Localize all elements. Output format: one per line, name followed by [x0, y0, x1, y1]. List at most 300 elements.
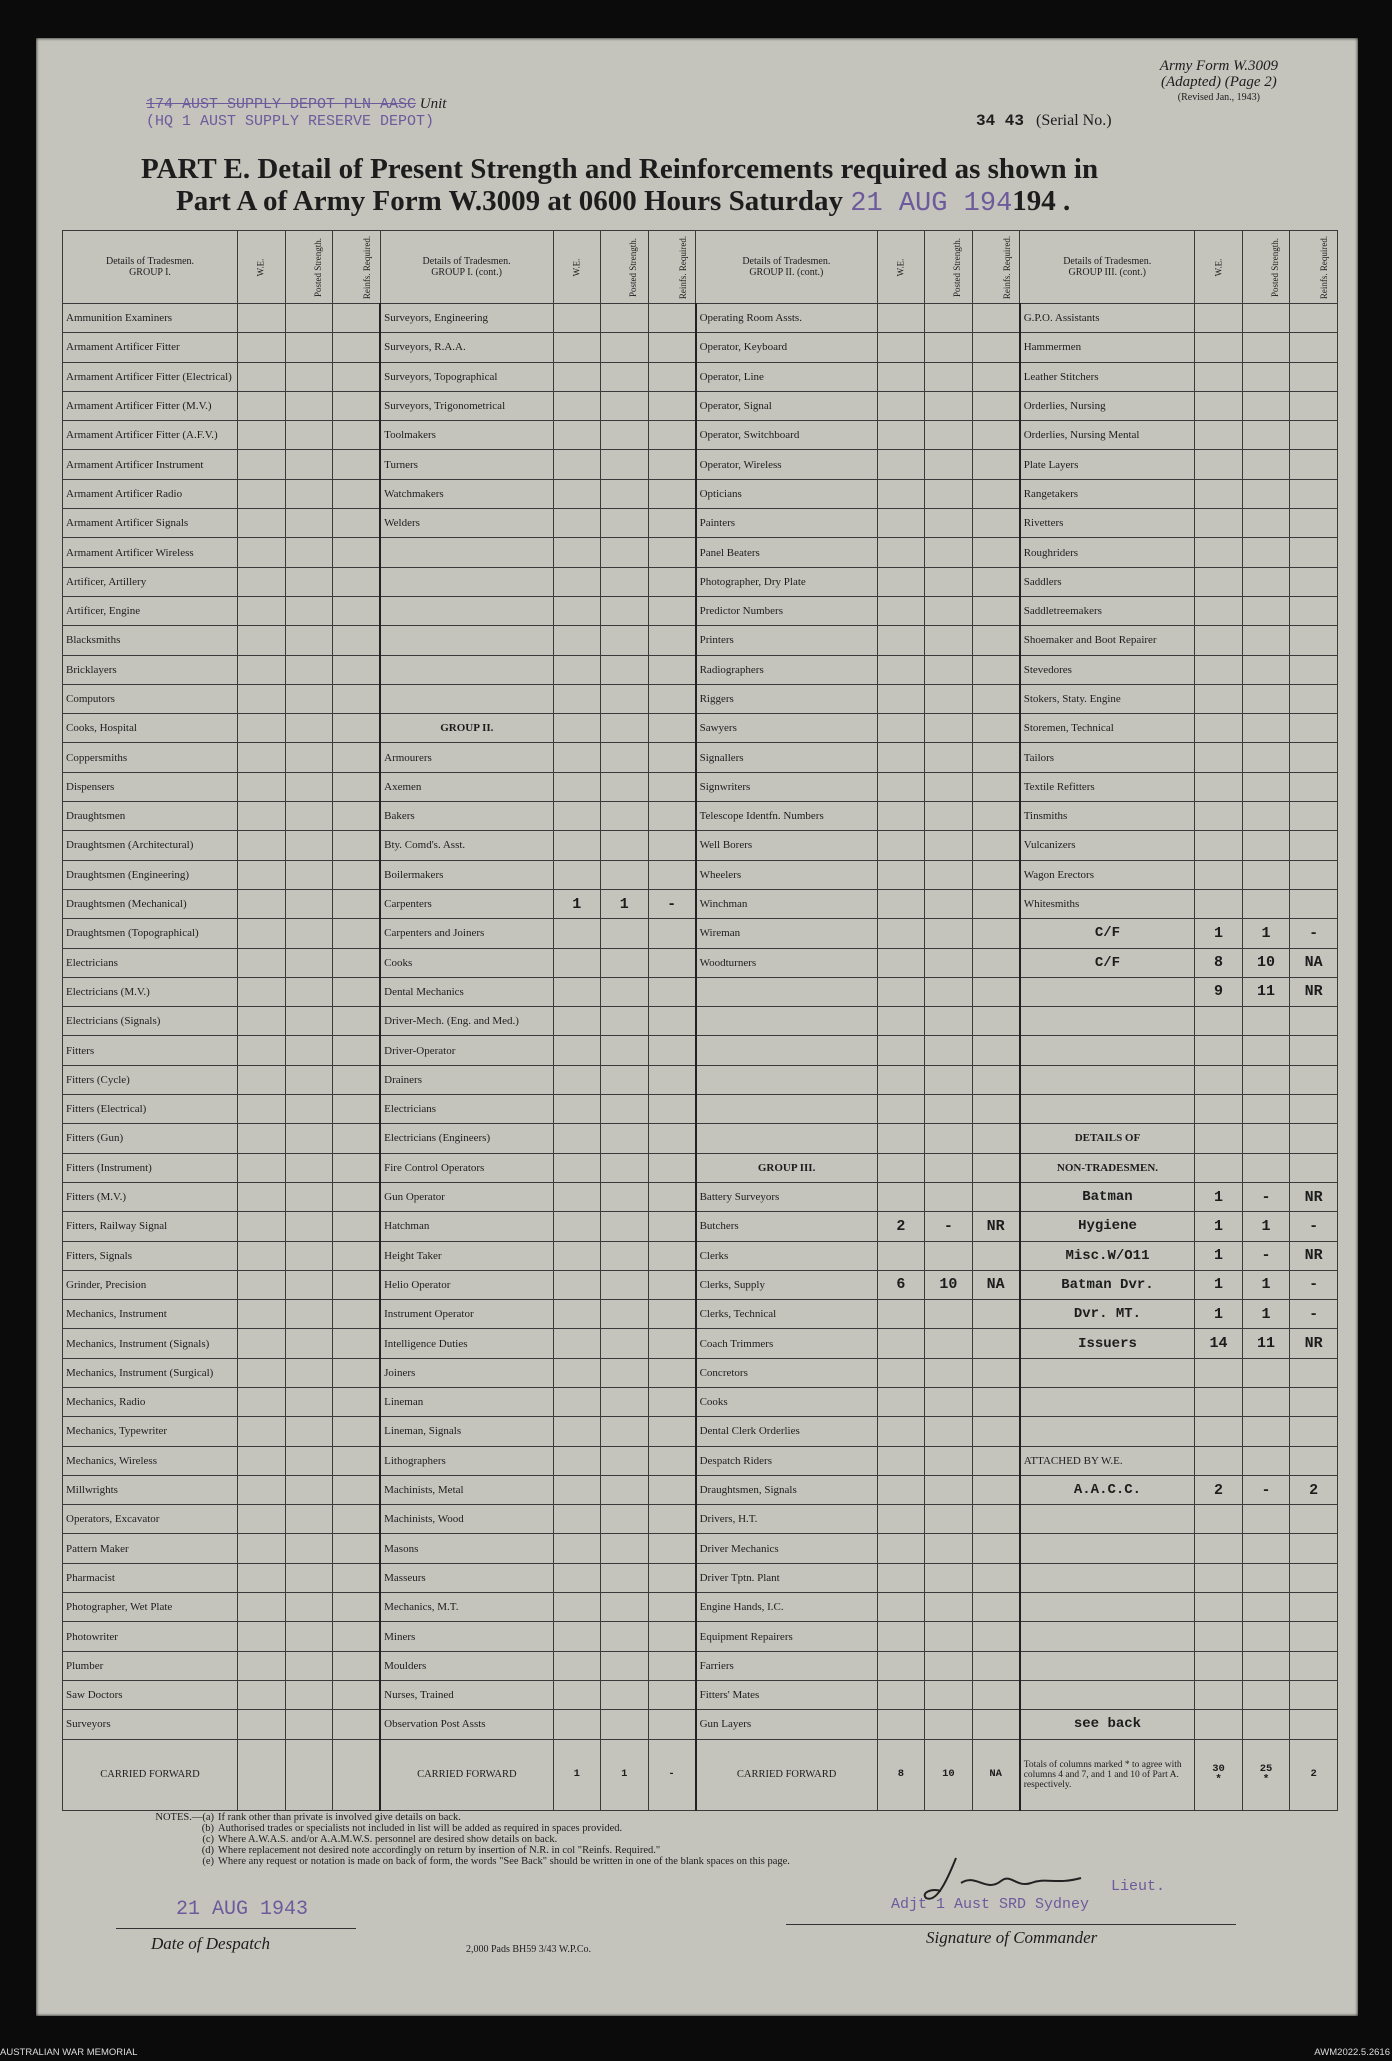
strength-table	[62, 230, 1338, 1811]
cell-we	[238, 1329, 286, 1358]
cell-ps	[285, 977, 333, 1006]
trade-label: Wagon Erectors	[1020, 860, 1195, 889]
cell-rr	[648, 1241, 696, 1270]
cell-rr	[648, 304, 696, 333]
cell-rr	[333, 1534, 381, 1563]
cell-ps	[925, 1007, 973, 1036]
cell-we	[553, 1680, 601, 1709]
cell-ps	[1242, 1095, 1290, 1124]
cell-we	[553, 626, 601, 655]
table-row	[63, 1329, 1338, 1358]
cell-rr	[333, 1153, 381, 1182]
table-row	[63, 1300, 1338, 1329]
total-posted: 25 *	[1242, 1739, 1290, 1810]
trade-label: Draughtsmen (Architectural)	[63, 831, 238, 860]
cell-we	[877, 1387, 925, 1416]
totals-note: Totals of columns marked * to agree with columns 4 and 7, and 1 and 10 of Part A. respectively.	[1020, 1739, 1195, 1810]
trade-label: Issuers	[1020, 1329, 1195, 1358]
cell-rr	[1290, 1505, 1338, 1534]
cell-we	[877, 1358, 925, 1387]
trade-label: Artificer, Engine	[63, 596, 238, 625]
cell-rr	[972, 1651, 1020, 1680]
cell-we	[1195, 421, 1243, 450]
cell-we	[553, 977, 601, 1006]
cell-we	[877, 1593, 925, 1622]
trade-label: Grinder, Precision	[63, 1270, 238, 1299]
cell-ps	[925, 304, 973, 333]
cell-we	[238, 421, 286, 450]
cell-rr	[648, 1680, 696, 1709]
cell-we	[877, 304, 925, 333]
trade-label: Shoemaker and Boot Repairer	[1020, 626, 1195, 655]
cell-rr	[333, 714, 381, 743]
cell-rr	[972, 655, 1020, 684]
note-line: (e) Where any request or notation is made on back of form, the words "See Back" should be written in one of the blank spaces on this page.	[202, 1856, 790, 1867]
trade-label: see back	[1020, 1710, 1195, 1739]
trade-label: Operating Room Assts.	[696, 304, 878, 333]
cell-rr	[648, 567, 696, 596]
cell-we	[553, 1007, 601, 1036]
col-we: W.E.	[238, 231, 286, 304]
table-row	[63, 1563, 1338, 1592]
cell-rr	[972, 1300, 1020, 1329]
trade-label: Ammunition Examiners	[63, 304, 238, 333]
cell-rr	[972, 831, 1020, 860]
cell-we	[877, 802, 925, 831]
cell-we	[877, 1446, 925, 1475]
cell-rr	[333, 538, 381, 567]
trade-label: Stokers, Staty. Engine	[1020, 684, 1195, 713]
cell-we	[238, 1300, 286, 1329]
table-row	[63, 1212, 1338, 1241]
cell-we	[238, 1270, 286, 1299]
cell-rr	[972, 362, 1020, 391]
cell-rr	[648, 1446, 696, 1475]
table-row	[63, 1710, 1338, 1739]
table-row	[63, 479, 1338, 508]
cell-rr	[648, 421, 696, 450]
cell-ps	[285, 1475, 333, 1504]
cell-ps	[925, 1153, 973, 1182]
cell-we	[238, 743, 286, 772]
trade-label: Operator, Switchboard	[696, 421, 878, 450]
cell-ps	[925, 1505, 973, 1534]
cell-we	[877, 1124, 925, 1153]
cell-we	[1195, 304, 1243, 333]
cell-ps	[925, 1710, 973, 1739]
cell-ps	[925, 626, 973, 655]
table-row	[63, 362, 1338, 391]
cell-ps: 1	[1242, 1300, 1290, 1329]
trade-label: Batman Dvr.	[1020, 1270, 1195, 1299]
trade-label: Boilermakers	[380, 860, 553, 889]
cell-ps	[925, 1475, 973, 1504]
trade-label: C/F	[1020, 948, 1195, 977]
cell-ps	[601, 977, 649, 1006]
cell-we	[238, 333, 286, 362]
trade-label: Machinists, Wood	[380, 1505, 553, 1534]
trade-label	[1020, 1593, 1195, 1622]
cell-rr	[648, 1651, 696, 1680]
cell-rr	[972, 1475, 1020, 1504]
trade-label: Rivetters	[1020, 509, 1195, 538]
cell-rr	[972, 1007, 1020, 1036]
cell-ps	[601, 1241, 649, 1270]
cell-ps	[601, 1065, 649, 1094]
cell-ps	[1242, 1593, 1290, 1622]
cell-rr	[333, 391, 381, 420]
cell-rr: NA	[972, 1270, 1020, 1299]
table-row	[63, 391, 1338, 420]
trade-label: G.P.O. Assistants	[1020, 304, 1195, 333]
trade-label: Hammermen	[1020, 333, 1195, 362]
cell-ps	[1242, 567, 1290, 596]
cell-we	[1195, 802, 1243, 831]
trade-label: C/F	[1020, 919, 1195, 948]
cell-we	[238, 1593, 286, 1622]
cell-ps	[601, 1651, 649, 1680]
cell-ps	[601, 596, 649, 625]
cf-g2-we: 1	[553, 1739, 601, 1810]
cell-rr	[333, 1065, 381, 1094]
trade-label: Saddlers	[1020, 567, 1195, 596]
cell-rr	[972, 977, 1020, 1006]
cell-we	[1195, 479, 1243, 508]
cell-ps	[601, 450, 649, 479]
table-row	[63, 1065, 1338, 1094]
cell-rr	[648, 772, 696, 801]
trade-label: Instrument Operator	[380, 1300, 553, 1329]
cell-ps	[285, 1710, 333, 1739]
cell-we	[1195, 889, 1243, 918]
cell-ps	[925, 421, 973, 450]
cell-we	[877, 772, 925, 801]
trade-label: Cooks, Hospital	[63, 714, 238, 743]
credit-right: AWM2022.5.2616	[1314, 2047, 1390, 2058]
cell-we	[877, 450, 925, 479]
cell-rr	[1290, 479, 1338, 508]
trade-label: Electricians (Signals)	[63, 1007, 238, 1036]
cell-ps	[925, 889, 973, 918]
carried-forward-section	[63, 1739, 1338, 1810]
trade-label	[1020, 1417, 1195, 1446]
cell-we	[1195, 1007, 1243, 1036]
cell-rr	[648, 1387, 696, 1416]
cell-rr	[972, 479, 1020, 508]
cell-ps	[601, 1095, 649, 1124]
cell-we: 6	[877, 1270, 925, 1299]
cell-rr	[333, 1505, 381, 1534]
trade-label: Storemen, Technical	[1020, 714, 1195, 743]
cell-rr	[972, 802, 1020, 831]
cell-we	[553, 333, 601, 362]
cell-ps	[1242, 1680, 1290, 1709]
cell-we: 2	[1195, 1475, 1243, 1504]
cell-we	[553, 1095, 601, 1124]
cell-ps	[925, 802, 973, 831]
table-row	[63, 1622, 1338, 1651]
cell-we	[238, 1680, 286, 1709]
cell-ps	[285, 1680, 333, 1709]
trade-label: Drivers, H.T.	[696, 1505, 878, 1534]
trade-label: Nurses, Trained	[380, 1680, 553, 1709]
cell-we	[877, 977, 925, 1006]
cell-rr	[972, 1036, 1020, 1065]
cell-we	[553, 1387, 601, 1416]
cell-we	[877, 1622, 925, 1651]
table-row	[63, 304, 1338, 333]
cell-ps	[1242, 1124, 1290, 1153]
cell-ps	[285, 362, 333, 391]
cell-we	[553, 1300, 601, 1329]
cell-ps	[925, 1446, 973, 1475]
cell-rr: NA	[1290, 948, 1338, 977]
cell-ps	[925, 1593, 973, 1622]
cell-rr	[333, 1387, 381, 1416]
cell-ps: 11	[1242, 1329, 1290, 1358]
trade-label: Intelligence Duties	[380, 1329, 553, 1358]
cell-rr	[333, 1007, 381, 1036]
cell-we	[238, 596, 286, 625]
trade-label	[696, 1095, 878, 1124]
trade-label: Vulcanizers	[1020, 831, 1195, 860]
cell-we	[1195, 333, 1243, 362]
cell-ps	[601, 1505, 649, 1534]
trade-label: Equipment Repairers	[696, 1622, 878, 1651]
cell-rr	[333, 567, 381, 596]
cell-ps	[601, 1446, 649, 1475]
cell-ps	[285, 479, 333, 508]
cell-ps	[285, 1036, 333, 1065]
trade-label	[1020, 1036, 1195, 1065]
table-row	[63, 1417, 1338, 1446]
trade-label: GROUP II.	[380, 714, 553, 743]
cell-rr	[648, 684, 696, 713]
trade-label	[1020, 1680, 1195, 1709]
trade-label: Mechanics, Radio	[63, 1387, 238, 1416]
cell-ps	[925, 655, 973, 684]
cell-rr	[648, 1153, 696, 1182]
cell-ps	[1242, 1505, 1290, 1534]
trade-label	[1020, 1007, 1195, 1036]
col-posted: Posted Strength.	[601, 231, 649, 304]
trade-label	[380, 626, 553, 655]
cell-rr	[648, 1065, 696, 1094]
cell-rr	[333, 977, 381, 1006]
cell-we	[553, 919, 601, 948]
col-posted: Posted Strength.	[1242, 231, 1290, 304]
cell-we	[238, 1534, 286, 1563]
table-row	[63, 1387, 1338, 1416]
cell-rr	[648, 1270, 696, 1299]
cell-rr	[1290, 1153, 1338, 1182]
cell-rr	[972, 596, 1020, 625]
cell-we	[877, 362, 925, 391]
cell-rr	[972, 391, 1020, 420]
cell-rr	[972, 948, 1020, 977]
trade-label: GROUP III.	[696, 1153, 878, 1182]
trade-label: Operator, Keyboard	[696, 333, 878, 362]
cell-we	[877, 1241, 925, 1270]
table-row	[63, 860, 1338, 889]
cell-we	[1195, 1710, 1243, 1739]
trade-label: Mechanics, Instrument (Surgical)	[63, 1358, 238, 1387]
cell-rr	[1290, 714, 1338, 743]
col-we: W.E.	[877, 231, 925, 304]
table-row	[63, 421, 1338, 450]
trade-label: Miners	[380, 1622, 553, 1651]
cell-rr	[1290, 743, 1338, 772]
table-row	[63, 1270, 1338, 1299]
cf-g2-reinfs: -	[648, 1739, 696, 1810]
cell-ps	[925, 1182, 973, 1211]
cell-we	[1195, 1358, 1243, 1387]
trade-label: Bricklayers	[63, 655, 238, 684]
cell-ps	[601, 860, 649, 889]
trade-label: Wireman	[696, 919, 878, 948]
table-row	[63, 831, 1338, 860]
cell-ps	[1242, 626, 1290, 655]
cell-rr	[333, 889, 381, 918]
trade-label: Mechanics, Wireless	[63, 1446, 238, 1475]
cell-ps	[1242, 1417, 1290, 1446]
unit-line	[146, 96, 446, 130]
cell-we	[1195, 772, 1243, 801]
table-row	[63, 889, 1338, 918]
cell-we: 1	[1195, 1270, 1243, 1299]
cell-rr	[648, 1095, 696, 1124]
trade-label	[696, 1007, 878, 1036]
cell-we	[238, 948, 286, 977]
cell-ps	[601, 1007, 649, 1036]
cell-ps	[1242, 391, 1290, 420]
trade-label: Masons	[380, 1534, 553, 1563]
cell-ps	[1242, 1358, 1290, 1387]
signature-unit: Adjt 1 Aust SRD Sydney	[891, 1896, 1090, 1913]
cell-we	[238, 1417, 286, 1446]
cell-ps	[601, 333, 649, 362]
carried-forward-label: CARRIED FORWARD	[380, 1739, 553, 1810]
cell-ps	[1242, 714, 1290, 743]
cell-we	[553, 479, 601, 508]
cell-we	[1195, 831, 1243, 860]
cell-we	[553, 1036, 601, 1065]
cell-rr	[333, 304, 381, 333]
trade-label: Surveyors, Engineering	[380, 304, 553, 333]
cell-rr	[972, 1095, 1020, 1124]
trade-label: Carpenters and Joiners	[380, 919, 553, 948]
cell-rr	[333, 919, 381, 948]
cell-rr	[972, 1241, 1020, 1270]
cell-ps	[925, 1651, 973, 1680]
trade-label	[1020, 1622, 1195, 1651]
cell-ps	[1242, 889, 1290, 918]
cell-we	[238, 1212, 286, 1241]
cell-ps	[285, 1153, 333, 1182]
cell-ps	[285, 1300, 333, 1329]
table-row	[63, 1534, 1338, 1563]
carried-forward-label: CARRIED FORWARD	[63, 1739, 238, 1810]
cell-rr	[648, 1300, 696, 1329]
trade-label: Armament Artificer Fitter (A.F.V.)	[63, 421, 238, 450]
cell-we	[238, 860, 286, 889]
cell-rr	[1290, 1065, 1338, 1094]
cell-ps	[1242, 1622, 1290, 1651]
cell-ps	[925, 1417, 973, 1446]
cell-ps	[601, 626, 649, 655]
table-row	[63, 1124, 1338, 1153]
cell-we	[238, 391, 286, 420]
trade-label: Pharmacist	[63, 1563, 238, 1592]
cell-we	[238, 889, 286, 918]
cell-ps	[601, 1417, 649, 1446]
cell-we	[1195, 1593, 1243, 1622]
cell-we	[1195, 1534, 1243, 1563]
cell-we	[877, 1710, 925, 1739]
cell-rr	[333, 596, 381, 625]
cell-we	[553, 304, 601, 333]
trade-label: Fitters	[63, 1036, 238, 1065]
trade-label: Woodturners	[696, 948, 878, 977]
cell-we	[877, 1417, 925, 1446]
cell-ps: 1	[1242, 1212, 1290, 1241]
title-year: 194 .	[1012, 185, 1071, 217]
trade-label: Fitters, Railway Signal	[63, 1212, 238, 1241]
cell-we	[877, 655, 925, 684]
cell-we	[1195, 860, 1243, 889]
cell-we	[877, 567, 925, 596]
table-row	[63, 802, 1338, 831]
cell-we	[553, 948, 601, 977]
trade-label: Dental Clerk Orderlies	[696, 1417, 878, 1446]
cell-rr	[333, 1095, 381, 1124]
table-row	[63, 655, 1338, 684]
trade-label: Helio Operator	[380, 1270, 553, 1299]
cell-ps	[925, 1300, 973, 1329]
cell-we	[553, 509, 601, 538]
cell-ps	[285, 1593, 333, 1622]
cell-rr	[1290, 333, 1338, 362]
trade-label: Carpenters	[380, 889, 553, 918]
trade-label: Despatch Riders	[696, 1446, 878, 1475]
cell-ps	[1242, 1065, 1290, 1094]
trade-label: ATTACHED BY W.E.	[1020, 1446, 1195, 1475]
cell-ps	[1242, 1387, 1290, 1416]
cell-ps	[601, 1036, 649, 1065]
cell-rr	[333, 1446, 381, 1475]
cell-we	[553, 1417, 601, 1446]
unit-struck-stamp: 174 AUST SUPPLY DEPOT PLN AASC	[146, 96, 417, 113]
trade-label: Well Borers	[696, 831, 878, 860]
cell-ps	[601, 509, 649, 538]
table-row	[63, 333, 1338, 362]
cell-rr	[972, 567, 1020, 596]
cell-ps	[601, 1153, 649, 1182]
cell-we	[1195, 1124, 1243, 1153]
cell-we	[1195, 1387, 1243, 1416]
trade-label: Driver Mechanics	[696, 1534, 878, 1563]
cell-rr	[1290, 860, 1338, 889]
cell-ps	[925, 1358, 973, 1387]
cell-rr	[648, 362, 696, 391]
trade-label: Signallers	[696, 743, 878, 772]
cell-we	[877, 1563, 925, 1592]
cell-ps: 1	[1242, 919, 1290, 948]
trade-label: Signwriters	[696, 772, 878, 801]
trade-label: Fitters (Instrument)	[63, 1153, 238, 1182]
trade-label	[1020, 1505, 1195, 1534]
note-line: (c) Where A.W.A.S. and/or A.A.M.W.S. personnel are desired show details on back.	[202, 1834, 558, 1845]
